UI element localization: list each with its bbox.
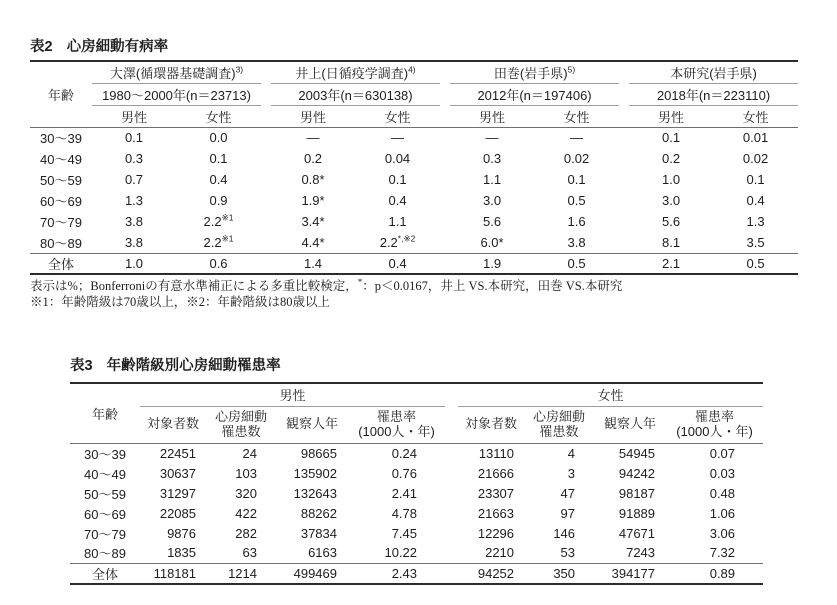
data-row bbox=[30, 127, 798, 148]
value-cell: 1.9 bbox=[450, 253, 534, 274]
value-cell: 103 bbox=[235, 465, 257, 481]
column-spacer bbox=[261, 253, 271, 274]
male-header: 男性 bbox=[92, 105, 176, 127]
data-row bbox=[70, 483, 763, 503]
column-spacer bbox=[440, 232, 450, 253]
column-spacer bbox=[440, 169, 450, 190]
value-cell: 1.3 bbox=[746, 214, 765, 229]
value-cell: 0.24 bbox=[391, 445, 418, 461]
age-cell: 80〜89 bbox=[40, 235, 82, 251]
value-cell: 7.45 bbox=[391, 525, 418, 541]
age-cell: 全体 bbox=[70, 563, 140, 584]
value-cell: 0.03 bbox=[709, 465, 736, 481]
value-cell: 0.4 bbox=[209, 172, 228, 187]
age-cell: 30〜39 bbox=[84, 446, 126, 462]
value-cell: 47671 bbox=[618, 525, 656, 541]
value-cell: 1.9* bbox=[301, 193, 325, 208]
value-cell: 0.4 bbox=[355, 253, 440, 274]
male-header: 男性 bbox=[629, 105, 713, 127]
value-cell: 0.1 bbox=[209, 151, 228, 166]
female-header: 女性 bbox=[176, 105, 261, 127]
column-spacer bbox=[440, 211, 450, 232]
column-spacer bbox=[261, 190, 271, 211]
data-row bbox=[30, 211, 798, 232]
age-cell: 30〜39 bbox=[40, 131, 82, 147]
value-cell: 54945 bbox=[618, 445, 656, 461]
af-cases-header: 心房細動 罹患数 bbox=[206, 406, 276, 443]
column-spacer bbox=[619, 190, 629, 211]
data-row bbox=[70, 503, 763, 523]
prevalence-table bbox=[30, 60, 798, 275]
female-header: 女性 bbox=[355, 105, 440, 127]
value-cell: 98187 bbox=[618, 485, 656, 501]
column-spacer bbox=[445, 383, 458, 406]
column-spacer bbox=[261, 61, 271, 83]
column-spacer bbox=[619, 232, 629, 253]
value-cell: — bbox=[391, 130, 405, 146]
value-cell: 30637 bbox=[159, 465, 196, 481]
person-years-header: 観察人年 bbox=[276, 406, 348, 443]
value-cell: 3.8 bbox=[124, 214, 144, 229]
male-group-header: 男性 bbox=[140, 383, 445, 406]
value-cell: 2210 bbox=[485, 545, 515, 561]
value-cell: 394177 bbox=[594, 563, 666, 584]
column-spacer bbox=[445, 563, 458, 584]
value-cell: 0.5 bbox=[567, 193, 586, 208]
female-header: 女性 bbox=[713, 105, 798, 127]
age-cell: 80〜89 bbox=[84, 546, 126, 562]
total-row bbox=[70, 563, 763, 584]
column-spacer bbox=[440, 127, 450, 148]
age-column-header: 年齢 bbox=[70, 383, 140, 443]
column-spacer bbox=[445, 463, 458, 483]
age-cell: 全体 bbox=[30, 253, 92, 274]
value-cell: 0.48 bbox=[709, 485, 736, 501]
study-name-row bbox=[30, 61, 798, 83]
age-cell: 50〜59 bbox=[40, 173, 82, 188]
footnote-mark: *,※2 bbox=[397, 233, 416, 244]
column-spacer bbox=[261, 211, 271, 232]
value-cell: 3.0 bbox=[662, 193, 681, 208]
data-row bbox=[30, 148, 798, 169]
data-row bbox=[30, 190, 798, 211]
value-cell: 63 bbox=[242, 545, 257, 561]
column-spacer bbox=[445, 443, 458, 463]
value-cell: 0.7 bbox=[124, 172, 144, 187]
value-cell: 3.8 bbox=[567, 234, 586, 250]
value-cell: 13110 bbox=[478, 445, 515, 461]
value-cell: 94252 bbox=[458, 563, 524, 584]
value-cell: 7243 bbox=[626, 545, 656, 561]
value-cell: 3.0 bbox=[482, 193, 502, 208]
column-spacer bbox=[619, 211, 629, 232]
value-cell: 118181 bbox=[140, 563, 206, 584]
study-period: 2012年(n＝197406) bbox=[450, 83, 619, 105]
study-label: 井上(日循疫学調査) bbox=[295, 65, 409, 81]
value-cell: 0.07 bbox=[709, 445, 736, 461]
data-row bbox=[70, 443, 763, 463]
value-cell: 31297 bbox=[159, 485, 196, 501]
column-spacer bbox=[619, 105, 629, 127]
table2-title bbox=[30, 38, 798, 57]
column-spacer bbox=[619, 61, 629, 83]
study-label: 本研究(岩手県) bbox=[670, 65, 757, 81]
age-cell: 50〜59 bbox=[84, 486, 126, 502]
study-name-osawa bbox=[92, 61, 261, 83]
value-cell: 0.3 bbox=[482, 151, 502, 166]
value-cell: 132643 bbox=[293, 485, 337, 501]
value-cell: 5.6 bbox=[482, 214, 502, 229]
table3-section bbox=[70, 357, 763, 585]
af-cases-header: 心房細動 罹患数 bbox=[524, 406, 594, 443]
value-cell: 1.6 bbox=[567, 214, 586, 229]
age-cell: 70〜79 bbox=[40, 215, 82, 230]
study-name-this-study bbox=[629, 61, 798, 83]
column-spacer bbox=[440, 148, 450, 169]
study-label: 田巻(岩手県) bbox=[493, 65, 568, 81]
data-row bbox=[70, 463, 763, 483]
value-cell: 135902 bbox=[293, 465, 337, 481]
value-cell: 91889 bbox=[618, 505, 656, 521]
column-spacer bbox=[440, 61, 450, 83]
value-cell: 0.1 bbox=[124, 130, 144, 146]
value-cell: 4.78 bbox=[391, 505, 418, 521]
value-cell: 2.2$^{※1}$ bbox=[203, 233, 234, 250]
column-spacer bbox=[261, 169, 271, 190]
value-cell: 1.0 bbox=[662, 172, 681, 187]
column-spacer bbox=[261, 105, 271, 127]
value-cell: 37834 bbox=[300, 525, 337, 541]
incidence-rate-header: 罹患率 (1000人・年) bbox=[348, 406, 445, 443]
column-spacer bbox=[445, 406, 458, 443]
study-period-row bbox=[30, 83, 798, 105]
data-row bbox=[30, 232, 798, 253]
column-spacer bbox=[440, 83, 450, 105]
column-spacer bbox=[440, 105, 450, 127]
value-cell: 422 bbox=[235, 505, 257, 521]
table2-caption: 心房細動有病率 bbox=[66, 39, 169, 55]
value-cell: 21666 bbox=[477, 465, 515, 481]
value-cell: 0.89 bbox=[666, 563, 763, 584]
column-spacer bbox=[445, 523, 458, 543]
column-spacer bbox=[619, 127, 629, 148]
value-cell: 8.1 bbox=[662, 234, 681, 250]
study-name-tamaki bbox=[450, 61, 619, 83]
value-cell: 6.0* bbox=[480, 234, 504, 250]
column-spacer bbox=[261, 148, 271, 169]
sex-header-row bbox=[30, 105, 798, 127]
value-cell: 0.76 bbox=[391, 465, 418, 481]
value-cell: 5.6 bbox=[662, 214, 681, 229]
male-header: 男性 bbox=[271, 105, 355, 127]
value-cell: 1.3 bbox=[124, 193, 144, 208]
study-period: 2018年(n＝223110) bbox=[629, 83, 798, 105]
study-label: 大澤(循環器基礎調査) bbox=[109, 65, 236, 81]
footnote-text: 表示は%；Bonferroniの有意水準補正による多重比較検定， bbox=[30, 279, 358, 293]
incidence-table bbox=[70, 382, 763, 585]
value-cell: 0.9 bbox=[209, 193, 228, 208]
age-cell: 60〜69 bbox=[84, 506, 126, 522]
value-cell: 499469 bbox=[276, 563, 348, 584]
column-spacer bbox=[445, 503, 458, 523]
value-cell: 1.1 bbox=[482, 172, 502, 187]
value-cell: 1.1 bbox=[388, 214, 407, 229]
value-cell: 3.4* bbox=[301, 214, 325, 229]
table2-number: 表2 bbox=[30, 39, 53, 55]
data-row bbox=[30, 169, 798, 190]
column-spacer bbox=[440, 190, 450, 211]
subjects-header: 対象者数 bbox=[140, 406, 206, 443]
value-cell: 0.3 bbox=[124, 151, 144, 166]
column-spacer bbox=[619, 169, 629, 190]
column-spacer bbox=[261, 232, 271, 253]
incidence-rate-header: 罹患率 (1000人・年) bbox=[666, 406, 763, 443]
value-cell: 2.2$^{※1}$ bbox=[203, 212, 234, 229]
value-cell: 1835 bbox=[167, 545, 196, 561]
value-cell: 0.4 bbox=[746, 193, 765, 208]
value-cell: 47 bbox=[560, 485, 576, 501]
value-cell: 3.8 bbox=[124, 234, 144, 250]
table2-section bbox=[30, 38, 798, 275]
value-cell: 1.0 bbox=[92, 253, 176, 274]
sex-group-row bbox=[70, 383, 763, 406]
male-header: 男性 bbox=[450, 105, 534, 127]
value-cell: 0.1 bbox=[567, 172, 586, 187]
age-cell: 70〜79 bbox=[84, 526, 126, 542]
column-spacer bbox=[619, 148, 629, 169]
value-cell: 0.6 bbox=[176, 253, 261, 274]
subjects-header: 対象者数 bbox=[458, 406, 524, 443]
footnote-mark: ※1 bbox=[221, 212, 234, 223]
value-cell: 0.8* bbox=[301, 172, 325, 187]
value-cell: 21663 bbox=[477, 505, 515, 521]
column-spacer bbox=[619, 253, 629, 274]
value-cell: 6163 bbox=[308, 545, 337, 561]
value-cell: 88262 bbox=[300, 505, 337, 521]
age-cell: 40〜49 bbox=[40, 152, 82, 167]
footnote-line-1 bbox=[30, 276, 790, 295]
data-row bbox=[70, 523, 763, 543]
value-cell: 10.22 bbox=[384, 545, 418, 561]
value-cell: 0.1 bbox=[746, 172, 765, 187]
value-cell: 4 bbox=[567, 445, 576, 461]
value-cell: 94242 bbox=[618, 465, 656, 481]
value-cell: 2.41 bbox=[391, 485, 418, 501]
total-row bbox=[30, 253, 798, 274]
value-cell: 282 bbox=[235, 525, 257, 541]
footnote-text: ：p＜0.0167，井上 VS.本研究，田巻 VS.本研究 bbox=[362, 279, 623, 293]
person-years-header: 観察人年 bbox=[594, 406, 666, 443]
value-cell: 22085 bbox=[159, 505, 196, 521]
value-cell: 2.43 bbox=[348, 563, 445, 584]
value-cell: 0.4 bbox=[388, 193, 407, 208]
age-column-header: 年齢 bbox=[30, 61, 92, 127]
citation-ref: 5) bbox=[567, 64, 576, 75]
measure-header-row bbox=[70, 406, 763, 443]
value-cell: 23307 bbox=[477, 485, 515, 501]
column-spacer bbox=[261, 127, 271, 148]
study-period: 2003年(n＝630138) bbox=[271, 83, 440, 105]
footnote-mark: ※1 bbox=[221, 233, 234, 244]
value-cell: 9876 bbox=[167, 525, 196, 541]
value-cell: 0.2 bbox=[662, 151, 681, 166]
value-cell: 0.2 bbox=[303, 151, 323, 166]
value-cell: 3.5 bbox=[746, 234, 765, 250]
value-cell: 12296 bbox=[477, 525, 515, 541]
value-cell: 24 bbox=[242, 445, 257, 461]
table3-caption: 年齢階級別心房細動罹患率 bbox=[106, 358, 281, 374]
value-cell: 0.1 bbox=[662, 130, 681, 146]
table3-title bbox=[70, 357, 763, 376]
study-period: 1980〜2000年(n＝23713) bbox=[92, 83, 261, 105]
value-cell: 0.04 bbox=[384, 151, 411, 166]
value-cell: $2.2^{*,※2}$ bbox=[379, 233, 416, 250]
value-cell: 0.01 bbox=[742, 130, 769, 146]
value-cell: 22451 bbox=[159, 445, 196, 461]
value-cell: 7.32 bbox=[709, 545, 736, 561]
value-cell: — bbox=[485, 130, 499, 146]
study-name-inoue bbox=[271, 61, 440, 83]
value-cell: 3.06 bbox=[709, 525, 736, 541]
value-cell: 0.02 bbox=[742, 151, 769, 166]
value-cell: — bbox=[306, 130, 320, 146]
value-cell: 4.4* bbox=[301, 234, 325, 250]
value-cell: — bbox=[570, 130, 584, 146]
column-spacer bbox=[445, 483, 458, 503]
value-cell: 2.1 bbox=[629, 253, 713, 274]
column-spacer bbox=[445, 543, 458, 563]
value-cell: 53 bbox=[560, 545, 576, 561]
column-spacer bbox=[261, 83, 271, 105]
citation-ref: 4) bbox=[408, 64, 416, 75]
citation-ref: 3) bbox=[235, 64, 244, 75]
value-cell: 3 bbox=[567, 465, 576, 481]
table2-footnotes bbox=[30, 276, 790, 310]
value-cell: 350 bbox=[524, 563, 594, 584]
value-cell: 98665 bbox=[300, 445, 337, 461]
female-header: 女性 bbox=[534, 105, 619, 127]
value-cell: 1.06 bbox=[709, 505, 736, 521]
footnote-line-2: ※1：年齢階級は70歳以上，※2：年齢階級は80歳以上 bbox=[30, 294, 331, 309]
value-cell: 0.1 bbox=[388, 172, 407, 187]
data-row bbox=[70, 543, 763, 563]
value-cell: 1.4 bbox=[271, 253, 355, 274]
table3-number: 表3 bbox=[70, 358, 93, 374]
asterisk-mark: * bbox=[357, 276, 363, 287]
column-spacer bbox=[619, 83, 629, 105]
value-cell: 0.5 bbox=[713, 253, 798, 274]
value-cell: 97 bbox=[560, 505, 576, 521]
age-cell: 60〜69 bbox=[40, 194, 82, 209]
value-cell: 0.02 bbox=[563, 151, 590, 166]
column-spacer bbox=[440, 253, 450, 274]
value-cell: 146 bbox=[553, 525, 576, 541]
value-cell: 320 bbox=[235, 485, 257, 501]
value-cell: 1214 bbox=[206, 563, 276, 584]
female-group-header: 女性 bbox=[458, 383, 763, 406]
value-cell: 0.5 bbox=[534, 253, 619, 274]
age-cell: 40〜49 bbox=[84, 466, 126, 482]
value-cell: 0.0 bbox=[209, 130, 228, 146]
